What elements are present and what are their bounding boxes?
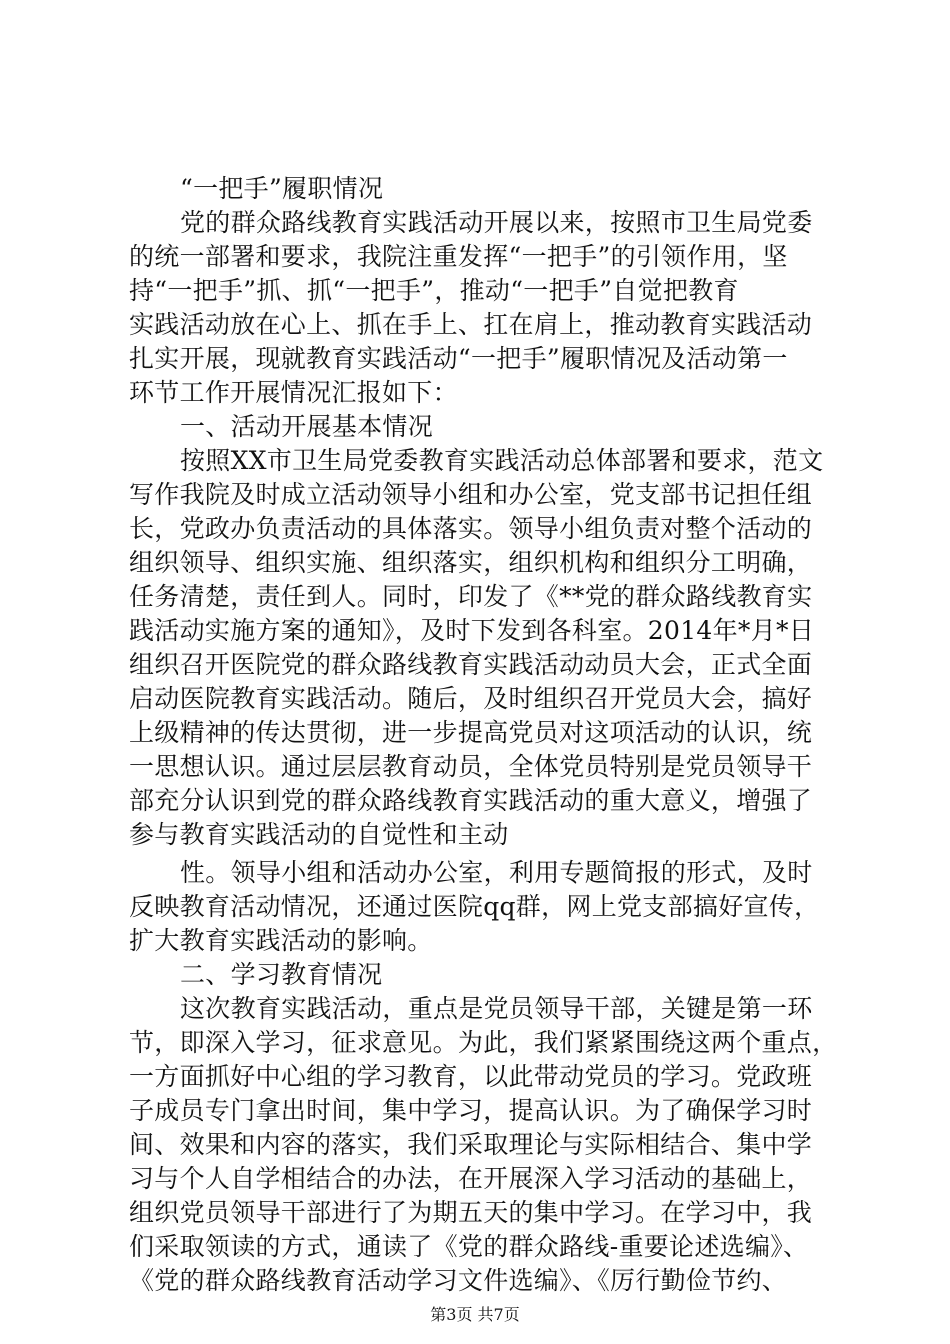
paragraph-line: 的统一部署和要求，我院注重发挥“一把手”的引领作用，坚 [129,242,788,271]
paragraph-line: 党的群众路线教育实践活动开展以来，按照市卫生局党委 [180,208,813,237]
paragraph-line: 参与教育实践活动的自觉性和主动 [129,820,509,849]
paragraph-line: 启动医院教育实践活动。随后，及时组织召开党员大会，搞好 [129,684,813,713]
paragraph-line: 习与个人自学相结合的办法，在开展深入学习活动的基础上， [129,1164,813,1193]
paragraph-line: 组织领导、组织实施、组织落实，组织机构和组织分工明确， [129,548,813,577]
paragraph-line: 长，党政办负责活动的具体落实。领导小组负责对整个活动的 [129,514,813,543]
paragraph-line: 上级精神的传达贯彻，进一步提高党员对这项活动的认识，统 [129,718,813,747]
paragraph-line: 一思想认识。通过层层教育动员，全体党员特别是党员领导干 [129,752,813,781]
paragraph-line: 按照XX市卫生局党委教育实践活动总体部署和要求，范文 [180,446,824,475]
paragraph-line: 间、效果和内容的落实，我们采取理论与实际相结合、集中学 [129,1130,813,1159]
paragraph-line: 践活动实施方案的通知》，及时下发到各科室。2014年*月*日 [129,616,815,645]
paragraph-line: 部充分认识到党的群众路线教育实践活动的重大意义，增强了 [129,786,813,815]
paragraph-line: 这次教育实践活动，重点是党员领导干部，关键是第一环 [180,994,813,1023]
section-heading: “一把手”履职情况 [180,174,384,203]
paragraph-line: 扎实开展，现就教育实践活动“一把手”履职情况及活动第一 [129,344,788,373]
paragraph-line: 组织召开医院党的群众路线教育实践活动动员大会，正式全面 [129,650,813,679]
paragraph-line: 一方面抓好中心组的学习教育，以此带动党员的学习。党政班 [129,1062,813,1091]
paragraph-line: 反映教育活动情况，还通过医院qq群，网上党支部搞好宣传， [129,892,820,921]
paragraph-line: 实践活动放在心上、抓在手上、扛在肩上，推动教育实践活动 [129,310,813,339]
section-heading: 二、学习教育情况 [180,960,383,989]
page-number-footer: 第3页 共7页 [430,1305,520,1324]
paragraph-line: 子成员专门拿出时间，集中学习，提高认识。为了确保学习时 [129,1096,813,1125]
paragraph-line: 环节工作开展情况汇报如下： [129,378,458,407]
paragraph-line: 《党的群众路线教育活动学习文件选编》、《厉行勤俭节约、 [129,1266,788,1295]
paragraph-line: 性。领导小组和活动办公室，利用专题简报的形式，及时 [180,858,813,887]
paragraph-line: 节，即深入学习，征求意见。为此，我们紧紧围绕这两个重点， [129,1028,838,1057]
paragraph-line: 持“一把手”抓、抓“一把手”，推动“一把手”自觉把教育 [129,276,739,305]
paragraph-line: 们采取领读的方式，通读了《党的群众路线-重要论述选编》、 [129,1232,809,1261]
paragraph-line: 写作我院及时成立活动领导小组和办公室，党支部书记担任组 [129,480,813,509]
section-heading: 一、活动开展基本情况 [180,412,434,441]
paragraph-line: 扩大教育实践活动的影响。 [129,926,433,955]
paragraph-line: 组织党员领导干部进行了为期五天的集中学习。在学习中，我 [129,1198,813,1227]
paragraph-line: 任务清楚，责任到人。同时，印发了《**党的群众路线教育实 [129,582,813,611]
